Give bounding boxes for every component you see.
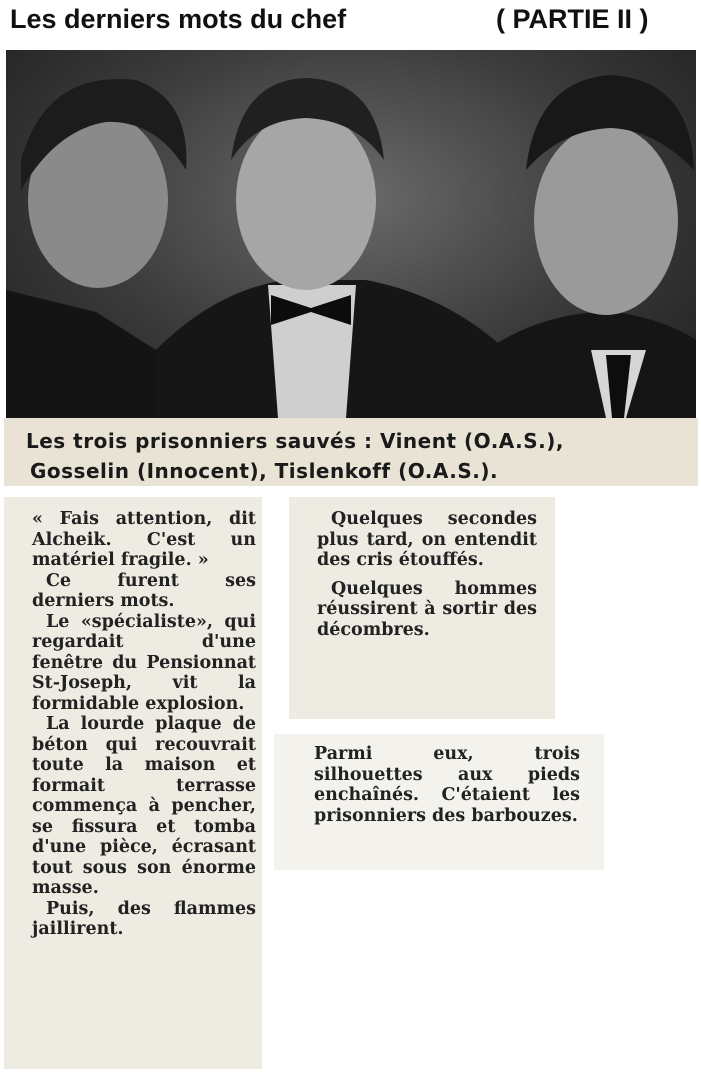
photo-illustration: [6, 50, 696, 418]
headline-part: ( PARTIE II ): [496, 4, 649, 34]
photo-caption-box: [4, 418, 698, 486]
photo-caption: [26, 426, 696, 486]
caption-line-2: Gosselin (Innocent), Tislenkoff (O.A.S.).: [30, 459, 499, 483]
col1-paragraph-3: Le «spécialiste», qui regardait d'une fenêtre du Pensionnat St-Joseph, vit la formidable explosion.: [32, 611, 256, 714]
col1-paragraph-2: Ce furent ses derniers mots.: [32, 570, 256, 611]
caption-line-1: Les trois prisonniers sauvés : Vinent (O.A.S.),: [26, 429, 564, 453]
article-column-1: [4, 497, 262, 1069]
col1-paragraph-5: Puis, des flammes jaillirent.: [32, 898, 256, 939]
article-column-3: [274, 734, 604, 870]
col2-paragraph-2: Quelques hommes réussirent à sortir des décombres.: [317, 578, 537, 640]
headline-title: Les derniers mots du chef: [10, 4, 347, 34]
col3-paragraph-1: Parmi eux, trois silhouettes aux pieds enchaînés. C'étaient les prisonniers des barbouzes.: [314, 744, 580, 826]
headline: [10, 4, 700, 35]
col2-paragraph-1: Quelques secondes plus tard, on entendit des cris étouffés.: [317, 509, 537, 570]
col1-paragraph-1: « Fais attention, dit Alcheik. C'est un matériel fragile. »: [32, 509, 256, 570]
center-figure-face: [236, 110, 376, 290]
right-figure-body: [476, 312, 696, 418]
article-column-2: [289, 497, 555, 719]
newspaper-photo: [6, 50, 696, 418]
col1-paragraph-4: La lourde plaque de béton qui recouvrait toute la maison et formait terrasse commença à pencher, se fissura et tomba d'une pièce, écrasant tout sous son énorme masse.: [32, 714, 256, 898]
right-figure-face: [534, 125, 678, 315]
left-figure-body: [6, 290, 176, 418]
